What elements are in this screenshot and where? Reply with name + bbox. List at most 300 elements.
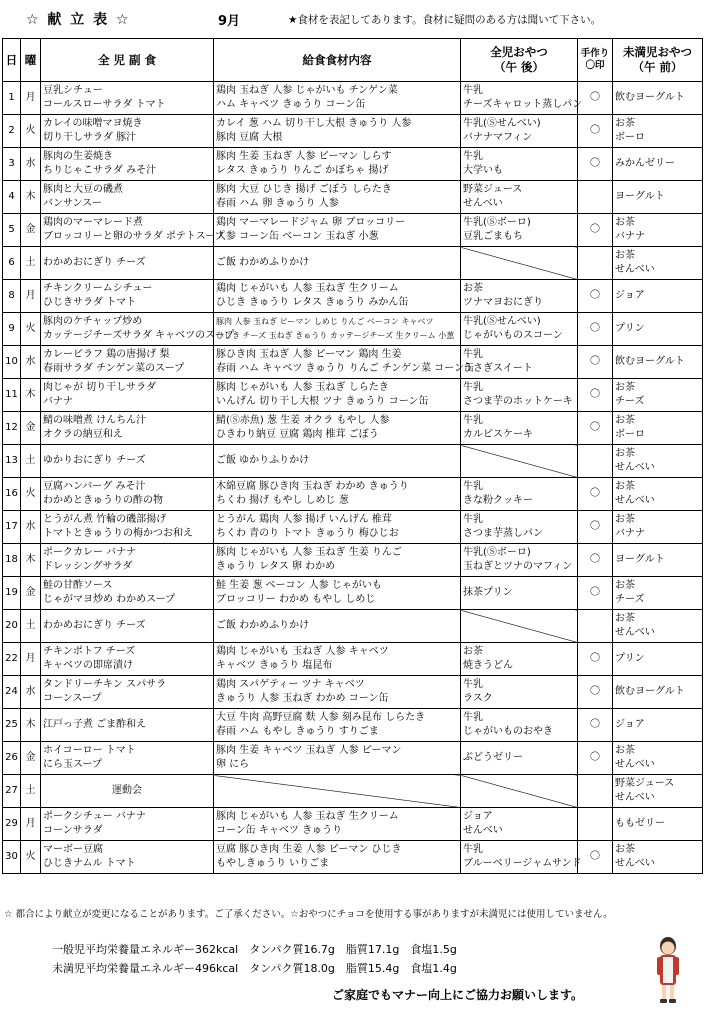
cell-line: お茶 — [615, 745, 635, 756]
infant-snack-cell — [613, 214, 703, 247]
day-cell: 12 — [3, 412, 21, 445]
weekday-cell: 水 — [21, 148, 41, 181]
ingredients-cell — [214, 445, 461, 478]
handmade-mark: 〇 — [578, 478, 613, 511]
nutrition-summary — [52, 940, 457, 978]
cell-line: 肉じゃが 切り干しサラダ — [43, 382, 157, 393]
dishes-cell — [41, 313, 235, 346]
cell-line: コーンスープ — [43, 693, 102, 704]
dishes-cell — [41, 577, 214, 610]
weekday-cell: 金 — [21, 577, 41, 610]
table-header-row — [3, 39, 703, 82]
cell-line: 牛乳 — [463, 481, 483, 492]
cell-line: せんべい — [615, 792, 655, 803]
weekday-cell: 火 — [21, 115, 41, 148]
cell-line: 飲むヨーグルト — [615, 686, 685, 697]
table-row — [3, 841, 703, 874]
col-header-weekday: 曜 — [21, 39, 41, 82]
dishes-cell — [41, 841, 214, 874]
cell-line: 牛乳(Ⓢせんべい) — [463, 316, 541, 327]
dishes-cell — [41, 445, 214, 478]
cell-line: さつま芋蒸しパン — [463, 528, 543, 539]
cell-line: みかんゼリー — [615, 158, 675, 169]
cell-line: バナナ — [615, 528, 645, 539]
cell-line: お茶 — [615, 481, 635, 492]
weekday-cell: 水 — [21, 511, 41, 544]
handmade-mark — [578, 181, 613, 214]
day-cell: 30 — [3, 841, 21, 874]
afternoon-snack-cell — [461, 214, 578, 247]
day-cell: 24 — [3, 676, 21, 709]
dishes-cell — [41, 346, 214, 379]
cell-line: 切り干しサラダ 豚汁 — [43, 132, 137, 143]
handmade-mark — [578, 445, 613, 478]
cell-line: カルピスケーキ — [463, 429, 533, 440]
cell-line: 鯖の味噌煮 けんちん汁 — [43, 415, 147, 426]
day-cell: 18 — [3, 544, 21, 577]
ingredients-cell — [214, 808, 461, 841]
afternoon-snack-cell — [461, 544, 578, 577]
ingredients-cell — [214, 214, 461, 247]
col-header-day: 日 — [3, 39, 21, 82]
cell-line: 焼きうどん — [463, 660, 513, 671]
cell-line: ジョア — [463, 811, 493, 822]
handmade-mark: 〇 — [578, 115, 613, 148]
col-header-infant-snack — [613, 39, 703, 82]
infant-snack-cell — [613, 841, 703, 874]
afternoon-snack-cell — [461, 610, 578, 643]
cell-line: お茶 — [463, 646, 483, 657]
cell-line: 鶏肉 玉ねぎ 人参 じゃがいも チンゲン菜 — [216, 85, 398, 96]
infant-snack-cell — [613, 478, 703, 511]
handmade-mark: 〇 — [578, 346, 613, 379]
weekday-cell: 月 — [21, 808, 41, 841]
infant-snack-cell — [613, 610, 703, 643]
cell-line: 牛乳(Ⓢせんべい) — [463, 118, 541, 129]
cell-line: ぶどうゼリー — [463, 752, 523, 763]
footnote: ☆ 都合により献立が変更になることがあります。ご了承ください。☆おやつにチョコを使用する事がありますが未満児には使用していません。 — [4, 909, 613, 920]
handmade-mark: 〇 — [578, 280, 613, 313]
cell-line: 木綿豆腐 豚ひき肉 玉ねぎ わかめ きゅうり — [216, 481, 409, 492]
ingredients-cell — [214, 247, 461, 280]
ingredients-cell — [214, 82, 461, 115]
infant-snack-cell — [613, 82, 703, 115]
afternoon-snack-cell — [461, 808, 578, 841]
day-cell: 2 — [3, 115, 21, 148]
cell-line: 豚肉と大豆の磯煮 — [43, 184, 123, 195]
cell-line: お茶 — [615, 613, 635, 624]
cell-line: 牛乳 — [463, 382, 483, 393]
cell-line: にら玉スープ — [43, 759, 102, 770]
cell-line: ゆかりおにぎり チーズ — [43, 455, 146, 466]
table-row — [3, 247, 703, 280]
cell-line: 野菜ジュース — [615, 778, 675, 789]
cell-line: プリン — [615, 653, 645, 664]
cell-line: ドレッシングサラダ — [43, 561, 133, 572]
col-header-handmade — [578, 39, 613, 82]
cell-line: ツナマヨおにぎり — [463, 297, 543, 308]
cell-line: 牛乳 — [463, 679, 483, 690]
afternoon-snack-cell — [461, 478, 578, 511]
cell-line: 豚肉の生姜焼き — [43, 151, 113, 162]
cell-line: じゃがいものスコーン — [463, 330, 563, 341]
afternoon-snack-cell — [461, 742, 578, 775]
handmade-mark — [578, 808, 613, 841]
table-row — [3, 412, 703, 445]
cell-line: せんべい — [615, 264, 655, 275]
infant-snack-cell — [613, 808, 703, 841]
afternoon-snack-cell — [461, 445, 578, 478]
afternoon-snack-cell — [461, 676, 578, 709]
cell-line: タンドリーチキン スパサラ — [43, 679, 167, 690]
dishes-cell — [41, 82, 214, 115]
menu-table — [2, 38, 703, 874]
cell-line: カレイの味噌マヨ焼き — [43, 118, 143, 129]
handmade-mark: 〇 — [578, 742, 613, 775]
cell-line: お茶 — [615, 118, 635, 129]
afternoon-snack-cell — [461, 115, 578, 148]
infant-snack-cell — [613, 280, 703, 313]
cell-line: マーボー豆腐 — [43, 844, 103, 855]
infant-snack-cell — [613, 511, 703, 544]
weekday-cell: 火 — [21, 478, 41, 511]
day-cell: 11 — [3, 379, 21, 412]
infant-snack-cell — [613, 643, 703, 676]
day-cell: 9 — [3, 313, 21, 346]
infant-snack-cell — [613, 379, 703, 412]
dishes-cell — [41, 214, 225, 247]
handmade-mark: 〇 — [578, 676, 613, 709]
col-header-ingredients: 給食食材内容 — [214, 39, 461, 82]
table-row — [3, 676, 703, 709]
cell-line: 鯖(Ⓢ赤魚) 葱 生姜 オクラ もやし 人参 — [216, 415, 390, 426]
cell-line: ヨーグルト — [615, 191, 665, 202]
infant-snack-cell — [613, 709, 703, 742]
cell-line: ひじき きゅうり レタス きゅうり みかん缶 — [216, 297, 409, 308]
day-cell: 27 — [3, 775, 21, 808]
month-label: 9月 — [218, 14, 241, 29]
cell-line: 豆腐 豚ひき肉 生姜 人参 ピーマン ひじき — [216, 844, 402, 855]
closing-message: ご家庭でもマナー向上にご協力お願いします。 — [332, 988, 584, 1002]
table-row — [3, 544, 703, 577]
ingredients-cell — [214, 544, 461, 577]
cell-line: バナナマフィン — [463, 132, 533, 143]
infant-snack-cell — [613, 544, 703, 577]
handmade-mark — [578, 775, 613, 808]
day-cell: 13 — [3, 445, 21, 478]
handmade-mark: 〇 — [578, 313, 613, 346]
table-row — [3, 775, 703, 808]
cell-line: きゅうり レタス 卵 わかめ — [216, 561, 336, 572]
dishes-cell — [41, 808, 214, 841]
dishes-cell — [41, 280, 214, 313]
cell-line: お茶 — [615, 448, 635, 459]
day-cell: 25 — [3, 709, 21, 742]
infant-snack-cell — [613, 742, 703, 775]
dishes-cell — [41, 742, 214, 775]
infant-snack-cell — [613, 313, 703, 346]
cell-line: ブルーベリージャムサンド — [463, 858, 582, 869]
cell-line: 豆腐ハンバーグ みそ汁 — [43, 481, 146, 492]
cell-line: 牛乳 — [463, 151, 483, 162]
table-row — [3, 643, 703, 676]
cell-line: 江戸っ子煮 ごま酢和え — [43, 719, 147, 730]
cell-line: きな粉クッキー — [463, 495, 533, 506]
cell-line: いんげん 切り干し大根 ツナ きゅうり コーン缶 — [216, 396, 429, 407]
table-row — [3, 181, 703, 214]
day-cell: 22 — [3, 643, 21, 676]
ingredients-cell — [214, 115, 461, 148]
col-header-infant-snack-line1: 未満児おやつ — [623, 45, 692, 59]
cell-line: 鮭の甘酢ソース — [43, 580, 113, 591]
cell-line: 卵 にら — [216, 759, 250, 770]
infant-snack-cell — [613, 148, 703, 181]
cell-line: カレイ 葱 ハム 切り干し大根 きゅうり 人参 — [216, 118, 412, 129]
cell-line: お茶 — [615, 250, 635, 261]
ingredients-cell — [214, 313, 461, 346]
cell-line: 運動会 — [112, 785, 142, 796]
cell-line: お茶 — [615, 580, 635, 591]
col-header-handmade-line1: 手作り — [580, 48, 610, 59]
ingredients-cell — [214, 577, 461, 610]
cell-line: カレーピラフ 鶏の唐揚げ 梨 — [43, 349, 170, 360]
col-header-afternoon-snack-line1: 全児おやつ — [490, 45, 548, 59]
dishes-cell — [41, 115, 214, 148]
infant-snack-cell — [613, 247, 703, 280]
weekday-cell: 土 — [21, 610, 41, 643]
cell-line: 鶏肉 じゃがいも 玉ねぎ 人参 キャベツ — [216, 646, 389, 657]
table-row — [3, 709, 703, 742]
afternoon-snack-cell — [461, 280, 578, 313]
ingredients-cell — [214, 478, 461, 511]
afternoon-snack-cell — [461, 412, 578, 445]
cell-line: じゃがマヨ炒め わかめスープ — [43, 594, 176, 605]
dishes-cell — [41, 544, 214, 577]
dishes-cell — [41, 676, 214, 709]
cell-line: 飲むヨーグルト — [615, 92, 685, 103]
menu-body — [3, 82, 703, 874]
ingredients-cell — [214, 676, 461, 709]
cell-line: キャベツの即席漬け — [43, 660, 133, 671]
cell-line: ちくわ 揚げ もやし しめじ 葱 — [216, 495, 349, 506]
cell-line: ハム キャベツ きゅうり コーン缶 — [216, 99, 366, 110]
cell-line: 春雨 ハム 卵 きゅうり 人参 — [216, 198, 339, 209]
nutrition-line-infant: 未満児平均栄養量エネルギー496kcal タンパク質18.0g 脂質15.4g 食塩1.4g — [52, 962, 457, 975]
afternoon-snack-cell — [461, 643, 578, 676]
cell-line: ももゼリー — [615, 818, 665, 829]
table-row — [3, 511, 703, 544]
cell-line: ご飯 わかめふりかけ — [216, 620, 310, 631]
afternoon-snack-cell — [461, 148, 578, 181]
cell-line: 牛乳 — [463, 85, 483, 96]
dishes-cell — [41, 148, 214, 181]
day-cell: 16 — [3, 478, 21, 511]
weekday-cell: 金 — [21, 214, 41, 247]
ingredients-cell — [214, 742, 461, 775]
dishes-cell — [41, 775, 214, 808]
cell-line: 牛乳(Ⓢボーロ) — [463, 217, 531, 228]
col-header-infant-snack-line2: （午 前） — [632, 60, 683, 74]
handmade-mark: 〇 — [578, 643, 613, 676]
cell-line: コーンサラダ — [43, 825, 103, 836]
cell-line: ひじきサラダ トマト — [43, 297, 137, 308]
cell-line: ポークカレー バナナ — [43, 547, 137, 558]
infant-snack-cell — [613, 412, 703, 445]
handmade-mark: 〇 — [578, 709, 613, 742]
cell-line: 鶏肉 じゃがいも 人参 玉ねぎ 生クリーム — [216, 283, 399, 294]
cell-line: ラスク — [463, 693, 493, 704]
cell-line: 大学いも — [463, 165, 503, 176]
infant-snack-cell — [613, 775, 703, 808]
cell-line: チーズキャロット蒸しパン — [463, 99, 583, 110]
cell-line: 豚肉 生姜 玉ねぎ 人参 ピーマン しらす — [216, 151, 392, 162]
table-row — [3, 445, 703, 478]
dishes-cell — [41, 247, 214, 280]
ingredients-cell — [214, 280, 461, 313]
cell-line: 豚肉 生姜 キャベツ 玉ねぎ 人参 ピーマン — [216, 745, 402, 756]
cell-line: 牛乳 — [463, 844, 483, 855]
cell-line: ポークシチュー バナナ — [43, 811, 146, 822]
cell-line: ボーロ — [615, 132, 645, 143]
cell-line: 豚肉 じゃがいも 人参 玉ねぎ 生クリーム — [216, 811, 399, 822]
cell-line: 豚肉のケチャップ炒め — [43, 316, 143, 327]
cell-line: せんべい — [463, 198, 503, 209]
ingredients-cell — [214, 181, 461, 214]
handmade-mark: 〇 — [578, 841, 613, 874]
cell-line: 鶏肉 スパゲティー ツナ キャベツ — [216, 679, 365, 690]
cell-line: お茶 — [615, 217, 635, 228]
table-row — [3, 346, 703, 379]
cell-line: 牛乳 — [463, 349, 483, 360]
ingredients-cell — [214, 775, 461, 808]
afternoon-snack-cell — [461, 379, 578, 412]
cell-line: プリン — [615, 323, 645, 334]
weekday-cell: 木 — [21, 181, 41, 214]
cell-line: 鮭 生姜 葱 ベーコン 人参 じゃがいも — [216, 580, 382, 591]
table-row — [3, 148, 703, 181]
cell-line: 野菜ジュース — [463, 184, 523, 195]
cell-line: 牛乳 — [463, 415, 483, 426]
afternoon-snack-cell — [461, 313, 578, 346]
cell-line: お茶 — [463, 283, 483, 294]
cell-line: とうがん煮 竹輪の磯部揚げ — [43, 514, 167, 525]
day-cell: 3 — [3, 148, 21, 181]
cell-line: 抹茶プリン — [463, 587, 513, 598]
cell-line: 牛乳 — [463, 712, 483, 723]
cell-line: きゅうり 人参 玉ねぎ わかめ コーン缶 — [216, 693, 389, 704]
cell-line: 牛乳(Ⓢボーロ) — [463, 547, 531, 558]
weekday-cell: 土 — [21, 445, 41, 478]
cell-line: せんべい — [615, 759, 655, 770]
cell-line: わかめときゅうりの酢の物 — [43, 495, 163, 506]
cell-line: せんべい — [615, 462, 655, 473]
cell-line: 豚肉 じゃがいも 人参 玉ねぎ しらたき — [216, 382, 389, 393]
cell-line: わかめおにぎり チーズ — [43, 620, 146, 631]
cell-line: トマトときゅうりの梅かつお和え — [43, 528, 193, 539]
cell-line: ブロッコリーと卵のサラダ ポテトスープ — [43, 231, 225, 242]
weekday-cell: 土 — [21, 247, 41, 280]
cell-line: ホイコーロー トマト — [43, 745, 136, 756]
afternoon-snack-cell — [461, 346, 578, 379]
weekday-cell: 木 — [21, 709, 41, 742]
cell-line: さつま芋のホットケーキ — [463, 396, 573, 407]
infant-snack-cell — [613, 115, 703, 148]
afternoon-snack-cell — [461, 709, 578, 742]
cell-line: せんべい — [615, 858, 655, 869]
cell-line: せんべい — [615, 627, 655, 638]
day-cell: 29 — [3, 808, 21, 841]
cell-line: バンサンスー — [43, 198, 102, 209]
dishes-cell — [41, 511, 214, 544]
cell-line: チーズ — [615, 594, 645, 605]
ingredients-cell — [214, 148, 461, 181]
col-header-dishes: 全 児 副 食 — [41, 39, 214, 82]
cell-line: 豚肉 豆腐 大根 — [216, 132, 283, 143]
cell-line: ひきわり納豆 豆腐 鶏肉 椎茸 ごぼう — [216, 429, 379, 440]
cell-line: せんべい — [615, 495, 655, 506]
table-row — [3, 610, 703, 643]
cell-line: ジョア — [615, 290, 645, 301]
ingredients-cell — [214, 841, 461, 874]
cell-line: チキンクリームシチュー — [43, 283, 153, 294]
day-cell: 4 — [3, 181, 21, 214]
handmade-mark — [578, 610, 613, 643]
ingredients-cell — [214, 643, 461, 676]
table-row — [3, 478, 703, 511]
weekday-cell: 土 — [21, 775, 41, 808]
weekday-cell: 水 — [21, 346, 41, 379]
cell-line: ご飯 わかめふりかけ — [216, 257, 310, 268]
cell-line: ヨーグルト — [615, 554, 665, 565]
cell-line: 豚肉 じゃがいも 人参 玉ねぎ 生姜 りんご — [216, 547, 402, 558]
page-title: ☆ 献 立 表 ☆ — [26, 12, 131, 28]
col-header-afternoon-snack — [461, 39, 578, 82]
cell-line: カッテージチーズサラダ キャベツのスープ — [43, 330, 235, 341]
cell-line: ひじきナムル トマト — [43, 858, 136, 869]
cell-line: 豆乳シチュー — [43, 85, 103, 96]
table-row — [3, 214, 703, 247]
cell-line: 玉ねぎとツナのマフィン — [463, 561, 573, 572]
cell-line: 豚肉 人参 玉ねぎ ピーマン しめじ りんご ベーコン キャベツ — [216, 317, 434, 326]
infant-snack-cell — [613, 181, 703, 214]
cell-line: ご飯 ゆかりふりかけ — [216, 455, 310, 466]
handmade-mark: 〇 — [578, 511, 613, 544]
cell-line: 春雨 ハム もやし きゅうり すりごま — [216, 726, 379, 737]
cell-line: ブロッコリー わかめ もやし しめじ — [216, 594, 376, 605]
handmade-mark: 〇 — [578, 577, 613, 610]
afternoon-snack-cell — [461, 775, 578, 808]
ingredients-cell — [214, 511, 461, 544]
cell-line: 春雨サラダ チンゲン菜のスープ — [43, 363, 185, 374]
weekday-cell: 月 — [21, 280, 41, 313]
cell-line: 春雨 ハム キャベツ きゅうり りんご チンゲン菜 コーン缶 — [216, 363, 474, 374]
cell-line: キャベツ きゅうり 塩昆布 — [216, 660, 333, 671]
day-cell: 19 — [3, 577, 21, 610]
table-row — [3, 808, 703, 841]
ingredients-cell — [214, 379, 461, 412]
handmade-mark — [578, 247, 613, 280]
day-cell: 20 — [3, 610, 21, 643]
handmade-mark: 〇 — [578, 82, 613, 115]
handmade-mark: 〇 — [578, 379, 613, 412]
infant-snack-cell — [613, 445, 703, 478]
cell-line: 豆乳ごまもち — [463, 231, 523, 242]
cell-line: ひじき チーズ 玉ねぎ きゅうり カッテージチーズ 生クリーム 小葱 — [216, 331, 455, 340]
table-row — [3, 280, 703, 313]
afternoon-snack-cell — [461, 577, 578, 610]
weekday-cell: 月 — [21, 643, 41, 676]
dishes-cell — [41, 610, 214, 643]
